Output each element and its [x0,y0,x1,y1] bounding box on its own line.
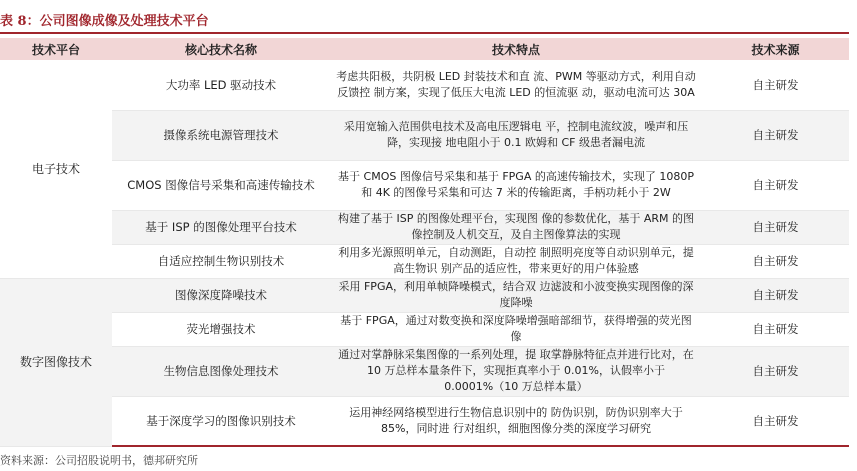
tech-feature: 采用 FPGA，利用单帧降噪模式，结合双 边滤波和小波变换实现图像的深度降噪 [330,278,702,312]
tech-name: 基于 ISP 的图像处理平台技术 [112,210,330,244]
tech-source: 自主研发 [702,244,849,278]
tech-source: 自主研发 [702,346,849,396]
tech-source: 自主研发 [702,278,849,312]
table-row [0,396,849,446]
table-row [0,312,849,346]
tech-name: CMOS 图像信号采集和高速传输技术 [112,160,330,210]
table-row [0,278,849,312]
tech-feature: 构建了基于 ISP 的图像处理平台，实现图 像的参数优化，基于 ARM 的图像控制及人机交互，及自主图像算法的实现 [330,210,702,244]
table-row [0,346,849,396]
table-row [0,244,849,278]
tech-name: 荧光增强技术 [112,312,330,346]
tech-feature: 基于 CMOS 图像信号采集和基于 FPGA 的高速传输技术，实现了 1080P 和 4K 的图像号采集和可达 7 米的传输距离，手柄功耗小于 2W [330,160,702,210]
tech-name: 摄像系统电源管理技术 [112,110,330,160]
tech-feature: 通过对掌静脉采集图像的一系列处理，提 取掌静脉特征点并进行比对，在 10 万总样本量条件下，实现拒真率小于 0.01%，认假率小于 0.0001%（10 万总样本量） [330,346,702,396]
tech-source: 自主研发 [702,60,849,110]
tech-feature: 运用神经网络模型进行生物信息识别中的 防伪识别，防伪识别率大于 85%，同时进 行对组织，细胞图像分类的深度学习研究 [330,396,702,446]
tech-feature: 基于 FPGA，通过对数变换和深度降噪增强暗部细节，获得增强的荧光图像 [330,312,702,346]
tech-source: 自主研发 [702,160,849,210]
tech-feature: 利用多光源照明单元，自动测距，自动控 制照明亮度等自动识别单元，提高生物识 别产品的适应性，带来更好的用户体验感 [330,244,702,278]
tech-feature: 考虑共阳极，共阴极 LED 封装技术和直 流、PWM 等驱动方式，利用自动反馈控 制方案，实现了低压大电流 LED 的恒流驱 动，驱动电流可达 30A [330,60,702,110]
header-platform: 技术平台 [0,38,112,60]
table-row [0,210,849,244]
tech-name: 基于深度学习的图像识别技术 [112,396,330,446]
tech-source: 自主研发 [702,312,849,346]
source-note: 资料来源：公司招股说明书，德邦研究所 [0,454,198,467]
table-row [0,160,849,210]
category-digital: 数字图像技术 [0,278,112,446]
tech-name: 自适应控制生物识别技术 [112,244,330,278]
tech-source: 自主研发 [702,110,849,160]
tech-source: 自主研发 [702,210,849,244]
header-feature: 技术特点 [330,38,702,60]
tech-name: 大功率 LED 驱动技术 [112,60,330,110]
table-header-row [0,38,849,60]
table-row [0,60,849,110]
caption-divider [0,32,849,34]
header-source: 技术来源 [702,38,849,60]
table-caption: 表 8：公司图像成像及处理技术平台 [0,14,209,29]
tech-feature: 采用宽输入范围供电技术及高电压逻辑电 平，控制电流纹波，噪声和压降，实现接 地电阻小于 0.1 欧姆和 CF 级患者漏电流 [330,110,702,160]
tech-name: 生物信息图像处理技术 [112,346,330,396]
table-row [0,110,849,160]
header-tech: 核心技术名称 [112,38,330,60]
category-electronic: 电子技术 [0,60,112,278]
tech-source: 自主研发 [702,396,849,446]
tech-name: 图像深度降噪技术 [112,278,330,312]
tech-platform-table [0,38,849,447]
